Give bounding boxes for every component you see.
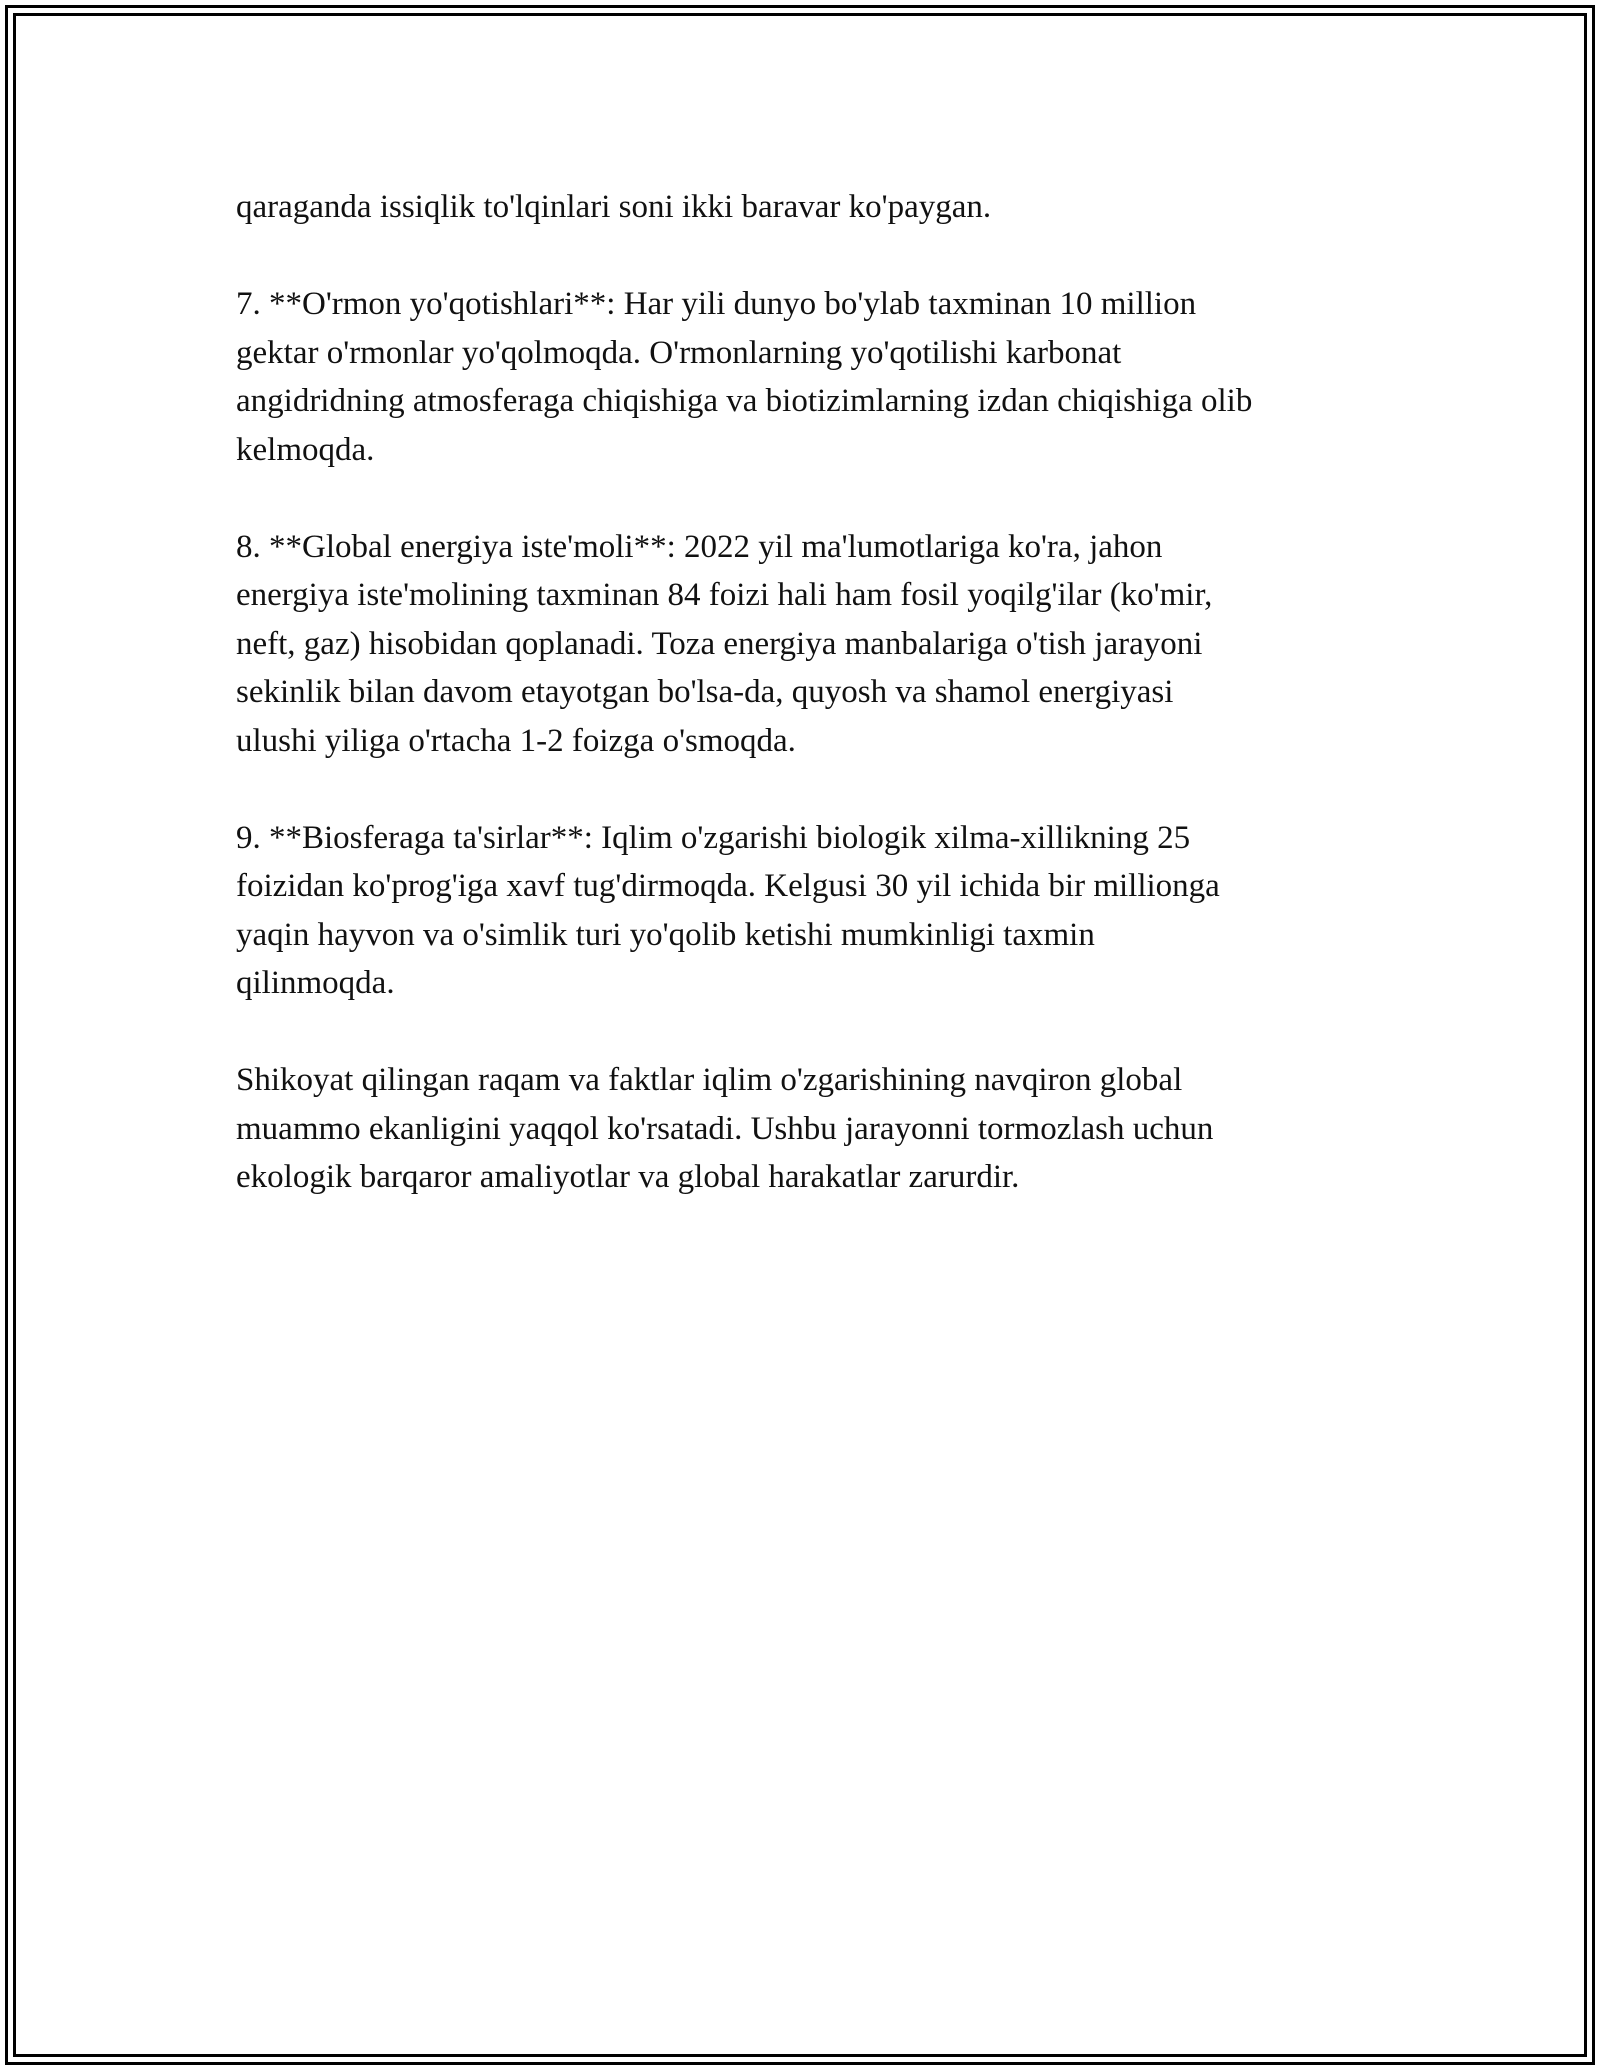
paragraph-energy-consumption: 8. **Global energiya iste'moli**: 2022 yil ma'lumotlariga ko'ra, jahon energiya iste'molining taxminan 84 foizi hali ham fosil yoqilg'ilar (ko'mir, neft, gaz) hisobidan qoplanadi. Toza energiya manbalariga o'tish jarayoni sekinlik bilan davom etayotgan bo'lsa-da, quyosh va shamol energiyasi ulushi yiliga o'rtacha 1-2 foizga o'smoqda. bbox=[236, 528, 1213, 759]
paragraph-deforestation: 7. **O'rmon yo'qotishlari**: Har yili dunyo bo'ylab taxminan 10 million gektar o'rmonlar yo'qolmoqda. O'rmonlarning yo'qotilishi karbonat angidridning atmosferaga chiqishiga va biotizimlarning izdan chiqishiga olib kelmoqda. bbox=[236, 286, 1253, 468]
paragraph-biosphere-impacts: 9. **Biosferaga ta'sirlar**: Iqlim o'zgarishi biologik xilma-xillikning 25 foizidan ko'prog'iga xavf tug'dirmoqda. Kelgusi 30 yil ichida bir millionga yaqin hayvon va o'simlik turi yo'qolib ketishi mumkinligi taxmin qilinmoqda. bbox=[236, 819, 1220, 1001]
paragraph-heatwaves-continuation: qaraganda issiqlik to'lqinlari soni ikki baravar ko'paygan. bbox=[236, 189, 992, 225]
document-body bbox=[236, 183, 1386, 1250]
paragraph-conclusion: Shikoyat qilingan raqam va faktlar iqlim o'zgarishining navqiron global muammo ekanligini yaqqol ko'rsatadi. Ushbu jarayonni tormozlash uchun ekologik barqaror amaliyotlar va global harakatlar zarurdir. bbox=[236, 1062, 1214, 1195]
